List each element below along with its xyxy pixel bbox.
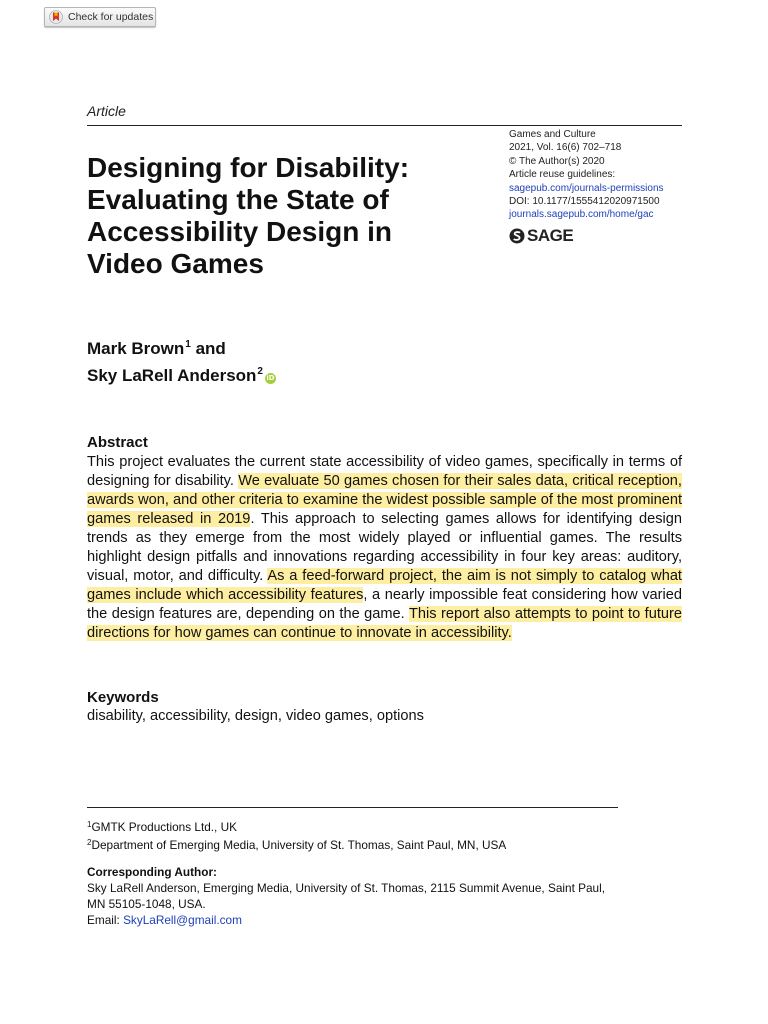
journal-home-link[interactable]: journals.sagepub.com/home/gac	[509, 209, 654, 221]
affiliation-item	[87, 817, 687, 835]
corresponding-address: Sky LaRell Anderson, Emerging Media, University of St. Thomas, 2115 Summit Avenue, Saint Paul,	[87, 881, 606, 895]
abstract-segment: This project evaluates the current state accessibility of video games, specifically in terms of designing for disability.	[87, 454, 682, 489]
article-type-label: Article	[87, 103, 126, 119]
author-name: Sky LaRell Anderson	[87, 366, 257, 385]
author-affiliation-mark: 1	[185, 339, 191, 350]
journal-meta	[509, 128, 689, 222]
reuse-link[interactable]: sagepub.com/journals-permissions	[509, 182, 664, 194]
check-for-updates-icon	[49, 10, 63, 24]
journal-name: Games and Culture	[509, 129, 596, 140]
check-for-updates-button[interactable]	[44, 7, 156, 27]
title-line: Video Games	[87, 248, 264, 279]
email-link[interactable]: SkyLaRell@gmail.com	[123, 913, 242, 927]
check-for-updates-label: Check for updates	[68, 11, 154, 23]
header-rule	[87, 125, 682, 126]
journal-volume: 2021, Vol. 16(6) 702–718	[509, 142, 622, 154]
keywords-heading: Keywords	[87, 689, 159, 706]
affiliation-item	[87, 835, 687, 853]
affiliation-text: Department of Emerging Media, University of St. Thomas, Saint Paul, MN, USA	[91, 838, 507, 852]
author-affiliation-mark: 2	[257, 366, 263, 377]
affiliation-mark: 2	[87, 838, 92, 847]
journal-copyright: © The Author(s) 2020	[509, 155, 605, 167]
abstract-highlight: We evaluate 50 games chosen for their sales data, critical reception, awards won, and other criteria to examine the widest possible sample of the most prominent games released in 2019	[87, 473, 682, 527]
author-list	[87, 333, 276, 387]
affiliation-text: GMTK Productions Ltd., UK	[91, 820, 238, 834]
abstract-segment: , a nearly impossible feat considering how varied the design features are, depending on the game.	[87, 587, 683, 622]
title-line: Designing for Disability:	[87, 152, 410, 183]
abstract-highlight: This report also attempts to point to future directions for how games can continue to innovate in accessibility.	[87, 606, 682, 641]
corresponding-author	[87, 864, 687, 928]
footnote-rule	[87, 807, 618, 808]
corresponding-address: MN 55105-1048, USA.	[87, 897, 206, 911]
sage-logo-icon	[509, 228, 525, 244]
title-line: Evaluating the State of	[87, 184, 389, 215]
reuse-label: Article reuse guidelines:	[509, 169, 616, 181]
author-name: Mark Brown	[87, 339, 185, 358]
author-entry	[87, 333, 276, 360]
orcid-icon[interactable]: iD	[266, 374, 275, 382]
author-entry	[87, 360, 276, 387]
affiliations	[87, 817, 687, 853]
journal-doi: DOI: 10.1177/1555412020971500	[509, 196, 660, 208]
sage-logo	[509, 226, 573, 246]
corresponding-email-row	[87, 912, 687, 928]
abstract-body	[87, 453, 682, 643]
affiliation-mark: 1	[87, 820, 92, 829]
article-title	[87, 152, 487, 280]
sage-logo-text: SAGE	[527, 226, 574, 245]
title-line: Accessibility Design in	[87, 216, 392, 247]
keywords-list: disability, accessibility, design, video games, options	[87, 708, 424, 724]
abstract-heading: Abstract	[87, 434, 148, 451]
abstract-highlight: As a feed-forward project, the aim is not simply to catalog what games include which accessibility features	[87, 568, 682, 603]
abstract-segment: . This approach to selecting games allows for identifying design trends as they emerge from the most widely played or influential games. The results highlight design pitfalls and innovations regarding accessibility in four key areas: auditory, visual, motor, and difficulty.	[87, 511, 682, 584]
email-label: Email:	[87, 913, 124, 927]
author-conjunction: and	[190, 339, 226, 358]
corresponding-heading: Corresponding Author:	[87, 865, 217, 879]
